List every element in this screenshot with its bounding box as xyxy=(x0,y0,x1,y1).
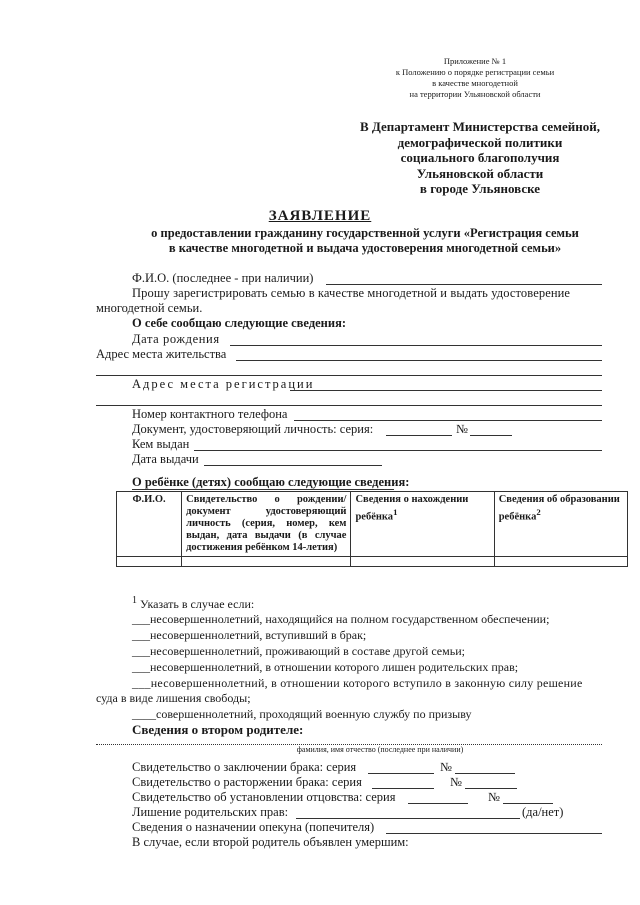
marriage-label: Свидетельство о заключении брака: серия xyxy=(132,760,357,774)
footnote-item-text: несовершеннолетний, находящийся на полном государственном обеспечении; xyxy=(150,612,550,626)
footnote-item-cont: суда в виде лишения свободы; xyxy=(96,691,251,705)
col-education xyxy=(494,492,627,557)
appendix-line: Приложение № 1 xyxy=(443,56,507,66)
divorce-number-sign: № xyxy=(450,775,462,789)
footnote-item: ____совершеннолетний, проходящий военную службу по призыву xyxy=(132,707,472,721)
issued-by-label: Кем выдан xyxy=(132,437,190,451)
paternity-series-input[interactable] xyxy=(408,803,468,804)
marriage-number-input[interactable] xyxy=(455,773,515,774)
footnote-item: ___несовершеннолетний, находящийся на полном государственном обеспечении; xyxy=(132,612,550,626)
children-table xyxy=(116,491,628,567)
id-number-input[interactable] xyxy=(470,435,512,436)
second-parent-caption: фамилия, имя отчество (последнее при наличии) xyxy=(296,745,464,754)
phone-input[interactable] xyxy=(294,420,602,421)
col-location-text: Сведения о нахождении ребёнка xyxy=(355,494,469,523)
appendix-line: к Положению о порядке регистрации семьи xyxy=(395,67,555,77)
paternity-label: Свидетельство об установлении отцовства: серия xyxy=(132,790,396,804)
addressee-block xyxy=(330,119,630,197)
col-fio: Ф.И.О. xyxy=(117,492,182,557)
footnote-sup: 1 xyxy=(132,595,137,606)
footnote-item-text: несовершеннолетний, проживающий в составе другой семьи; xyxy=(150,644,465,658)
registration-label: Адрес места регистрации xyxy=(132,377,315,391)
addressee-line: Ульяновской области xyxy=(416,165,544,181)
guardian-label: Сведения о назначении опекуна (попечителя) xyxy=(132,820,375,834)
appendix-block xyxy=(380,56,570,100)
appendix-line: на территории Ульяновской области xyxy=(409,89,541,99)
table-cell[interactable] xyxy=(117,557,182,567)
table-header-row xyxy=(117,492,628,557)
subtitle-line: в качестве многодетной и выдача удостоверения многодетной семьи» xyxy=(168,241,562,255)
second-parent-heading: Сведения о втором родителе: xyxy=(132,722,304,737)
divorce-label: Свидетельство о расторжении брака: серия xyxy=(132,775,362,789)
col-education-text: Сведения об образовании ребёнка xyxy=(498,494,620,523)
document-title: ЗАЯВЛЕНИЕ xyxy=(268,208,372,224)
footnote-item-text: несовершеннолетний, в отношении которого лишен родительских прав; xyxy=(150,660,519,674)
footnote-item: ___несовершеннолетний, в отношении которого вступило в законную силу решение xyxy=(132,676,583,690)
guardian-input[interactable] xyxy=(386,833,602,834)
col-location xyxy=(351,492,494,557)
addressee-line: в городе Ульяновске xyxy=(419,181,541,196)
marriage-number-sign: № xyxy=(440,760,452,774)
registration-input[interactable] xyxy=(290,390,602,391)
appendix-line: в качестве многодетной xyxy=(432,78,518,88)
children-heading: О ребёнке (детях) сообщаю следующие сведения: xyxy=(132,475,410,489)
phone-label: Номер контактного телефона xyxy=(132,407,288,421)
residence-label: Адрес места жительства xyxy=(96,347,227,361)
footnote-item: ___несовершеннолетний, вступивший в брак; xyxy=(132,628,367,642)
footnote-item-text: совершеннолетний, проходящий военную службу по призыву xyxy=(156,707,472,721)
subtitle-line: о предоставлении гражданину государственной услуги «Регистрация семьи xyxy=(151,226,579,240)
divorce-number-input[interactable] xyxy=(465,788,517,789)
deprivation-label: Лишение родительских прав: xyxy=(132,805,289,819)
residence-input-cont[interactable] xyxy=(96,375,602,376)
heading-underline xyxy=(132,489,394,490)
footnote-item: ___несовершеннолетний, в отношении которого лишен родительских прав; xyxy=(132,660,519,674)
col-education-sup: 2 xyxy=(536,507,541,517)
paternity-number-sign: № xyxy=(488,790,500,804)
document-subtitle xyxy=(100,226,630,256)
addressee-line: социального благополучия xyxy=(400,150,560,165)
footnote-item-text: несовершеннолетний, в отношении которого вступило в законную силу решение xyxy=(150,676,583,690)
deprivation-yes-no: (да/нет) xyxy=(522,805,564,819)
request-text-cont: многодетной семьи. xyxy=(96,301,203,315)
id-series-input[interactable] xyxy=(386,435,452,436)
id-doc-label: Документ, удостоверяющий личность: серия: xyxy=(132,422,374,436)
footnote-intro-text: Указать в случае если: xyxy=(140,597,255,611)
addressee-line: демографической политики xyxy=(397,134,563,150)
deprivation-input[interactable] xyxy=(296,818,520,819)
table-cell[interactable] xyxy=(494,557,627,567)
fio-input[interactable] xyxy=(326,284,602,285)
table-row[interactable] xyxy=(117,557,628,567)
table-cell[interactable] xyxy=(351,557,494,567)
birth-date-input[interactable] xyxy=(230,345,602,346)
registration-input-cont[interactable] xyxy=(96,405,602,406)
id-number-sign: № xyxy=(456,422,468,436)
about-heading: О себе сообщаю следующие сведения: xyxy=(132,316,347,330)
col-birth-certificate: Свидетельство о рождении/ документ удостоверяющий личность (серия, номер, кем выдан, дата выдачи (в случае достижения ребёнком 14-летия) xyxy=(182,492,351,557)
issue-date-label: Дата выдачи xyxy=(132,452,199,466)
deceased-label: В случае, если второй родитель объявлен умершим: xyxy=(132,835,409,849)
issue-date-input[interactable] xyxy=(204,465,382,466)
addressee-line: В Департамент Министерства семейной, xyxy=(359,119,600,134)
footnote-item: ___несовершеннолетний, проживающий в составе другой семьи; xyxy=(132,644,465,658)
paternity-number-input[interactable] xyxy=(503,803,553,804)
request-text: Прошу зарегистрировать семью в качестве многодетной и выдать удостоверение xyxy=(132,286,571,300)
divorce-series-input[interactable] xyxy=(372,788,434,789)
residence-input[interactable] xyxy=(236,360,602,361)
birth-date-label: Дата рождения xyxy=(132,332,220,346)
footnote-item-text: несовершеннолетний, вступивший в брак; xyxy=(150,628,367,642)
fio-label: Ф.И.О. (последнее - при наличии) xyxy=(132,271,314,285)
col-location-sup: 1 xyxy=(393,507,398,517)
footnote-intro xyxy=(132,595,254,612)
marriage-series-input[interactable] xyxy=(368,773,434,774)
table-cell[interactable] xyxy=(182,557,351,567)
issued-by-input[interactable] xyxy=(194,450,602,451)
